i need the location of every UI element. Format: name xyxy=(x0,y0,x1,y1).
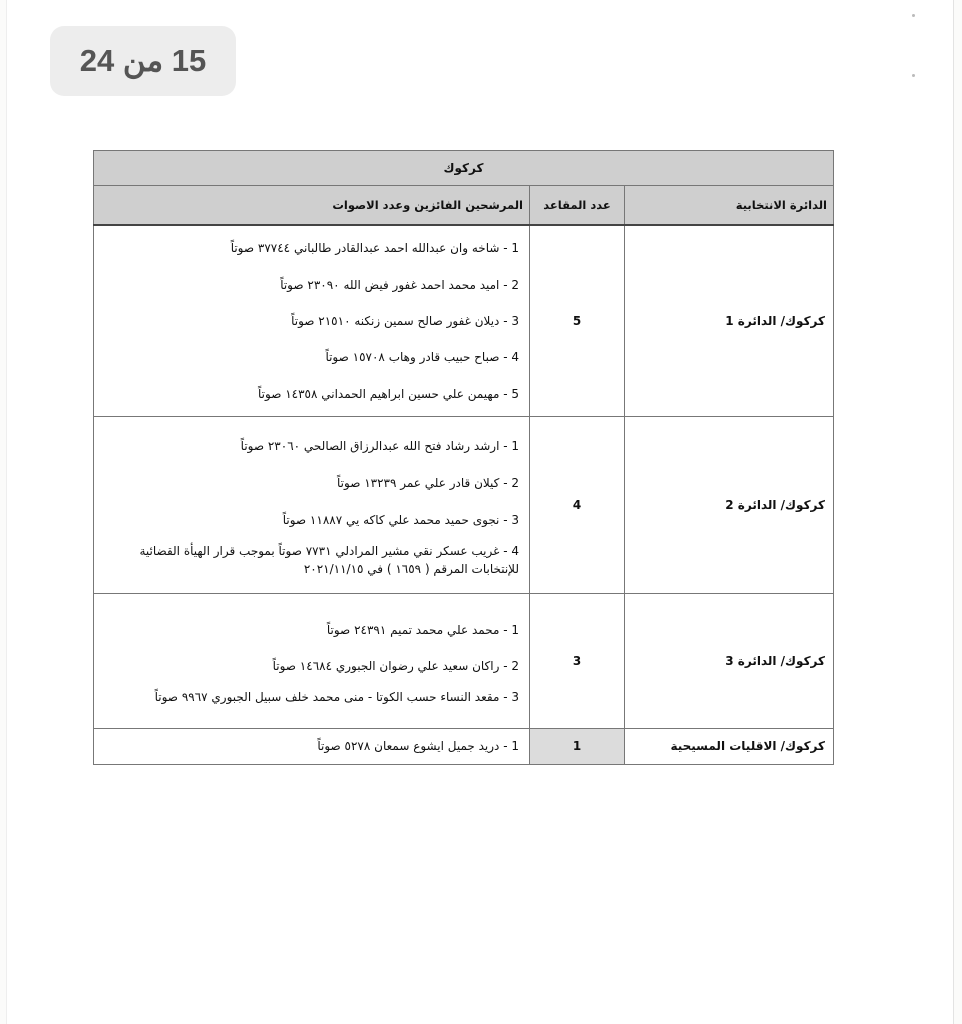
district-cell: كركوك/ الاقليات المسيحية xyxy=(625,728,834,764)
district-cell: كركوك/ الدائرة 1 xyxy=(625,225,834,416)
candidates-cell xyxy=(94,416,530,593)
candidates-cell xyxy=(94,728,530,764)
candidate-entry: 2 - اميد محمد احمد غفور فيض الله ٢٣٠٩٠ صوتاً xyxy=(280,277,519,292)
table-row xyxy=(94,225,834,416)
candidate-entry: 3 - مقعد النساء حسب الكوتا - منى محمد خلف سبيل الجبوري ٩٩٦٧ صوتاً xyxy=(154,689,519,704)
scan-speck xyxy=(912,14,915,17)
candidate-entry: 4 - صباح حبيب قادر وهاب ١٥٧٠٨ صوتاً xyxy=(325,350,519,365)
table-row xyxy=(94,593,834,728)
candidate-entry: 1 - شاخه وان عبدالله احمد عبدالقادر طالباني ٣٧٧٤٤ صوتاً xyxy=(230,241,519,256)
candidates-cell xyxy=(94,225,530,416)
candidate-entry: 3 - نجوى حميد محمد علي كاكه يي ١١٨٨٧ صوتاً xyxy=(282,512,519,527)
candidate-entry: 2 - كيلان قادر علي عمر ١٣٢٣٩ صوتاً xyxy=(337,475,519,490)
title-row xyxy=(94,151,834,186)
header-candidates: المرشحين الفائزين وعدد الاصوات xyxy=(94,186,530,226)
results-table xyxy=(93,150,834,765)
candidate-entry: 3 - ديلان غفور صالح سمين زنكنه ٢١٥١٠ صوتاً xyxy=(291,313,519,328)
header-seats: عدد المقاعد xyxy=(530,186,625,226)
district-cell: كركوك/ الدائرة 3 xyxy=(625,593,834,728)
candidates-cell xyxy=(94,593,530,728)
candidate-entry: 5 - مهيمن علي حسين ابراهيم الحمداني ١٤٣٥٨ صوتاً xyxy=(258,386,519,401)
district-cell: كركوك/ الدائرة 2 xyxy=(625,416,834,593)
header-row xyxy=(94,186,834,226)
page-counter-badge: 15 من 24 xyxy=(50,26,236,96)
candidate-entry: 1 - محمد علي محمد تميم ٢٤٣٩١ صوتاً xyxy=(326,622,519,637)
candidate-entry: 1 - ارشد رشاد فتح الله عبدالرزاق الصالحي ٢٣٠٦٠ صوتاً xyxy=(240,438,519,453)
candidate-entry: 4 - غريب عسكر نقي مشير المرادلي ٧٧٣١ صوتاً بموجب قرار الهيأة القضائية للإنتخابات المرقم ( ١٦٥٩ ) في ٢٠٢١/١١/١٥ xyxy=(139,544,519,577)
candidate-entry: 2 - راكان سعيد علي رضوان الجبوري ١٤٦٨٤ صوتاً xyxy=(272,658,519,673)
table-row xyxy=(94,416,834,593)
candidate-entry: 1 - دريد جميل ايشوع سمعان ٥٢٧٨ صوتاً xyxy=(317,739,519,754)
seats-cell: 3 xyxy=(530,593,625,728)
seats-cell: 1 xyxy=(530,728,625,764)
header-district: الدائرة الانتخابية xyxy=(625,186,834,226)
scan-speck xyxy=(912,74,915,77)
table-row xyxy=(94,728,834,764)
seats-cell: 4 xyxy=(530,416,625,593)
province-title: كركوك xyxy=(94,151,834,186)
seats-cell: 5 xyxy=(530,225,625,416)
